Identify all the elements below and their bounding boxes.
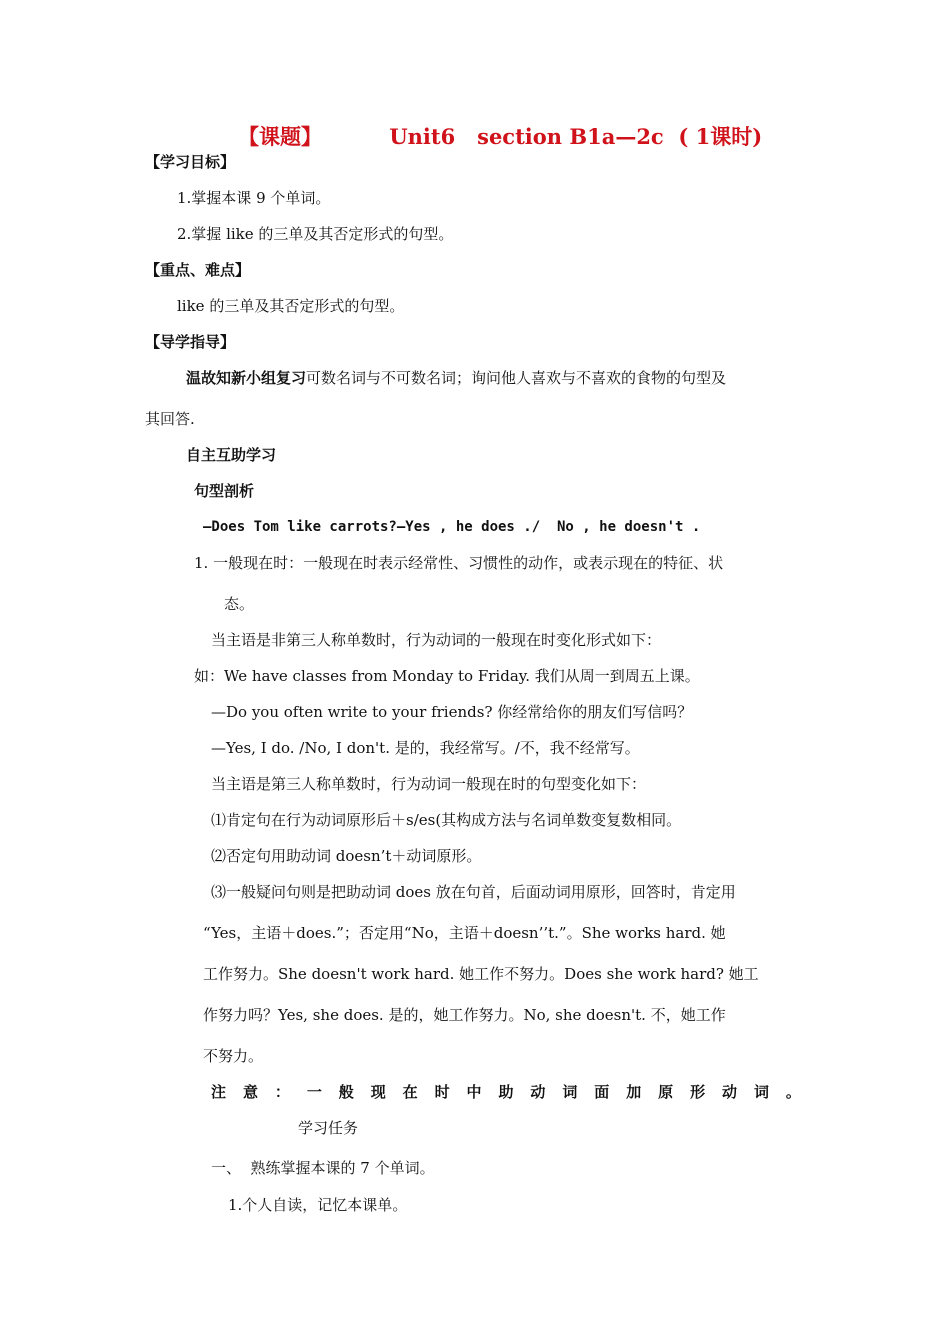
note-char: 动 [722, 1083, 738, 1101]
review-lead: 温故知新小组复习 [186, 369, 307, 387]
rule-item: ⑴肯定句在行为动词原形后＋s/es(其构成方法与名词单数变复数相同。 [211, 811, 682, 829]
note-char: 。 [785, 1083, 801, 1101]
task-item: 一、 熟练掌握本课的 7 个单词。 [211, 1159, 435, 1177]
example-line: 如：We have classes from Monday to Friday. 我们从周一到周五上课。 [194, 667, 700, 685]
guide-heading: 【导学指导】 [145, 333, 236, 351]
note-char: 般 [338, 1083, 354, 1101]
point-1-continued: 态。 [224, 595, 255, 613]
note-char: 词 [562, 1083, 578, 1101]
rule-item: ⑵否定句用助动词 doesn’t＋动词原形。 [211, 847, 482, 865]
title-bracket: 【课题】 [238, 124, 322, 149]
title-text: Unit6 section B1a—2c ( 1课时) [389, 124, 763, 149]
objective-item: 2.掌握 like 的三单及其否定形式的句型。 [177, 225, 454, 243]
note-char: ： [274, 1083, 290, 1101]
note-char: 意 [242, 1083, 258, 1101]
rule-3-line: 作努力吗？Yes, she does. 是的，她工作努力。No, she doesn't. 不，她工作 [203, 1006, 726, 1024]
example-line: —Do you often write to your friends? 你经常给你的朋友们写信吗？ [211, 703, 693, 721]
example-line: —Yes, I do. /No, I don't. 是的，我经常写。/不，我不经常写。 [211, 739, 640, 757]
note-char: 动 [530, 1083, 546, 1101]
objectives-heading: 【学习目标】 [145, 153, 236, 171]
point-1: 1. 一般现在时：一般现在时表示经常性、习惯性的动作，或表示现在的特征、状 [194, 554, 724, 572]
note-char: 现 [370, 1083, 386, 1101]
example-sentence: —Does Tom like carrots?—Yes , he does ./ No , he doesn't . [203, 519, 701, 535]
objective-item: 1.掌握本课 9 个单词。 [177, 189, 331, 207]
key-points-heading: 【重点、难点】 [145, 261, 251, 279]
third-person-rule: 当主语是第三人称单数时，行为动词一般现在时的句型变化如下： [211, 775, 647, 793]
rule-3-line: ⑶一般疑问句则是把助动词 does 放在句首，后面动词用原形，回答时，肯定用 [211, 883, 736, 901]
note-char: 词 [753, 1083, 769, 1101]
note-char: 助 [498, 1083, 514, 1101]
note-char: 加 [626, 1083, 642, 1101]
non-third-person-rule: 当主语是非第三人称单数时，行为动词的一般现在时变化形式如下： [211, 631, 662, 649]
note-char: 中 [466, 1083, 482, 1101]
task-sub-item: 1.个人自读，记忆本课单。 [228, 1196, 408, 1214]
review-text: 可数名词与不可数名词；询问他人喜欢与不喜欢的食物的句型及 [306, 369, 727, 387]
self-study-heading: 自主互助学习 [186, 446, 277, 464]
note-char: 面 [594, 1083, 610, 1101]
review-text-continued: 其回答. [145, 410, 195, 428]
rule-3-line: “Yes，主语＋does.”；否定用“No，主语＋doesn’’t.”。She works hard. 她 [203, 924, 726, 942]
task-heading: 学习任务 [298, 1119, 359, 1137]
rule-3-line: 不努力。 [203, 1047, 264, 1065]
note-char: 形 [690, 1083, 706, 1101]
note-char: 注 [211, 1083, 227, 1101]
note-char: 在 [402, 1083, 418, 1101]
note-char: 时 [434, 1083, 450, 1101]
note-char: 一 [306, 1083, 322, 1101]
page-title [238, 124, 762, 150]
rule-3-line: 工作努力。She doesn't work hard. 她工作不努力。Does she work hard? 她工 [203, 965, 759, 983]
pattern-heading: 句型剖析 [194, 482, 255, 500]
key-points-text: like 的三单及其否定形式的句型。 [177, 297, 405, 315]
note-line [211, 1082, 801, 1102]
review-paragraph [186, 368, 726, 388]
note-char: 原 [658, 1083, 674, 1101]
